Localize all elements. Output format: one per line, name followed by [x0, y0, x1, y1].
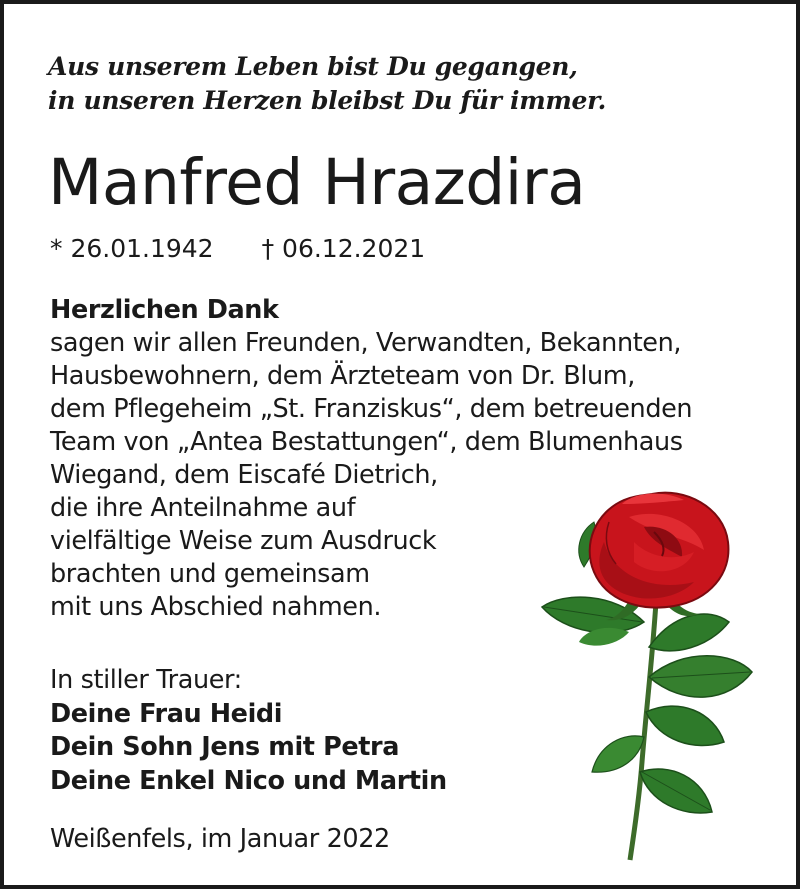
mourner-name: Deine Frau Heidi: [50, 698, 283, 729]
mourners-intro: In stiller Trauer:: [50, 665, 242, 695]
thanks-line: brachten und gemeinsam: [50, 559, 370, 589]
life-dates: [50, 232, 425, 266]
birth-date: * 26.01.1942: [50, 234, 214, 263]
thanks-line: sagen wir allen Freunden, Verwandten, Bekannten,: [50, 328, 682, 358]
motto: [48, 50, 606, 118]
place-date: Weißenfels, im Januar 2022: [50, 824, 390, 854]
motto-line-1: Aus unserem Leben bist Du gegangen,: [48, 52, 578, 81]
thanks-line: Hausbewohnern, dem Ärzteteam von Dr. Blum,: [50, 361, 635, 391]
thanks-line: die ihre Anteilnahme auf: [50, 493, 356, 523]
thanks-line: vielfältige Weise zum Ausdruck: [50, 526, 437, 556]
thanks-line: dem Pflegeheim „St. Franziskus“, dem betreuenden: [50, 394, 693, 424]
mourner-name: Deine Enkel Nico und Martin: [50, 765, 447, 796]
thanks-heading: Herzlichen Dank: [50, 295, 279, 325]
motto-line-2: in unseren Herzen bleibst Du für immer.: [48, 86, 607, 115]
thanks-line: Wiegand, dem Eiscafé Dietrich,: [50, 460, 438, 490]
deceased-name: Manfred Hrazdira: [48, 146, 586, 219]
thanks-line: Team von „Antea Bestattungen“, dem Blumenhaus: [50, 427, 683, 457]
rose-image: [534, 482, 764, 862]
mourner-name: Dein Sohn Jens mit Petra: [50, 732, 400, 762]
thanks-line: mit uns Abschied nahmen.: [50, 592, 382, 622]
death-date: † 06.12.2021: [261, 234, 426, 263]
mourners: [50, 664, 447, 798]
